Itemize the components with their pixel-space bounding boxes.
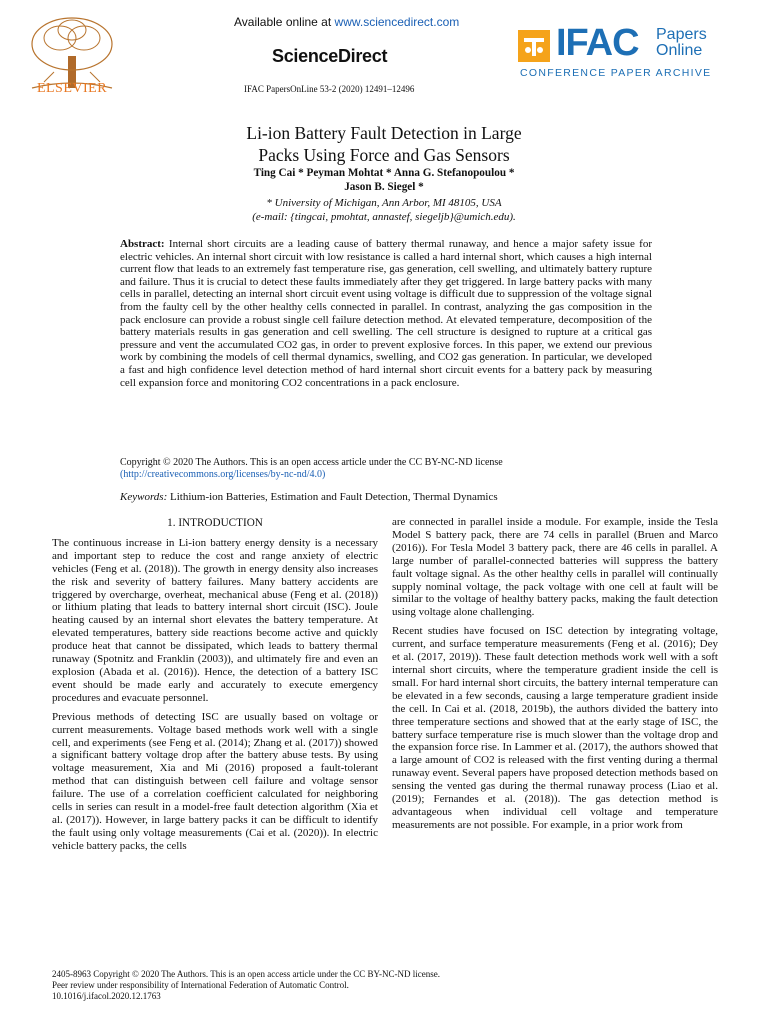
papers-online-label [656, 27, 707, 59]
page-footer [52, 969, 732, 1002]
affiliation-email: (e-mail: {tingcai, pmohtat, annastef, siegeljb}@umich.edu). [252, 211, 516, 223]
license-link[interactable]: (http://creativecommons.org/licenses/by-nc-nd/4.0) [120, 469, 326, 480]
paper-title [0, 122, 768, 166]
ifac-logo-icon [518, 30, 550, 62]
footer-doi: 10.1016/j.ifacol.2020.12.1763 [52, 991, 161, 1001]
abstract-label: Abstract: [120, 238, 165, 250]
authors-line-1: Ting Cai * Peyman Mohtat * Anna G. Stefanopoulou * [253, 167, 515, 179]
abstract [120, 238, 652, 389]
body-left-column [52, 517, 378, 859]
sciencedirect-wordmark: ScienceDirect [272, 46, 388, 66]
paragraph: The continuous increase in Li-ion battery energy density is a necessary and important step to reduce the cost and range anxiety of electric vehicles (Feng et al. (2018)). The growth in energy density also increases the risk and severity of battery failures. Many battery accidents are triggered by overcharge, overheat, mechanical abuse (Feng et al. (2018)) or lithium plating that leads to battery internal short circuit (ISC). Joule heating caused by an internal short elevates the battery temperature. At elevated temperatures, battery side reactions become active and quickly produce heat that cannot be dissipated, which leads to battery thermal runaway (Spotnitz and Franklin (2003)), and ultimately fire and even an explosion (Abada et al. (2016)). Hence, the detection of a battery ISC event should be made early and accurately to execute emergency procedures and evacuate personnel. [52, 536, 378, 704]
papers-word: Papers [656, 26, 707, 43]
paragraph: Previous methods of detecting ISC are usually based on voltage or current measurements. Voltage based methods work well with a single cell, and experiments (see Feng et al. (2014); Zhang et al. (2017)) showed a significant battery voltage drop after the battery abuse tests. By using voltage measurement, Xia and Mi (2016) proposed a fault-tolerant method that can distinguish between cell failure and voltage sensor failure. The use of a correlation coefficient calculated for neighboring cells in series can result in a model-free fault detection algorithm (Xia et al. (2017)). However, in large battery packs it can be difficult to identify the fault using only voltage measurements (Cai et al. (2020)). In electric vehicle battery packs, the cells [52, 710, 378, 852]
footer-peer-review-line: Peer review under responsibility of International Federation of Automatic Control. [52, 980, 349, 990]
paragraph: are connected in parallel inside a module. For example, inside the Tesla Model S battery pack, there are 74 cells in parallel (Bruen and Marco (2016)). For Tesla Model 3 battery pack, there are 46 cells in parallel. A large number of parallel-connected batteries will suppress the battery fault voltage signal. As the other healthy cells in parallel will continually supply nominal voltage, the pack voltage with one cell at fault will be similar to the voltage of healthy battery packs, making the fault detection using voltage alone challenging. [392, 516, 718, 619]
author-list [0, 166, 768, 194]
keywords [120, 491, 652, 503]
paragraph: Recent studies have focused on ISC detection by integrating voltage, current, and surface temperature measurements (Feng et al. (2016); Dey et al. (2017, 2019)). These fault detection methods work well with a soft internal short circuits, where the temperature gradient inside the cell is small. For hard internal short circuits, the battery internal temperature can be elevated in a few seconds, causing a large temperature gradient inside the cell. In Cai et al. (2018, 2019b), the authors divided the battery into three temperature sections and showed that at the early stage of ISC, the battery surface temperature rise is much slower than the voltage drop and the expansion force rise. In Lammer et al. (2017), the authors showed that a large amount of CO2 is released with the first venting during a thermal runaway event. Several papers have proposed detection methods based on sensing the vented gas during the thermal runaway process (Liao et al. (2019); Fernandes et al. (2018)). The gas detection method is advantageous when individual cell voltage and temperature measurements are not possible. For example, in a prior work from [392, 625, 718, 831]
body-right-column [392, 516, 718, 838]
affiliation-line-1: * University of Michigan, Ann Arbor, MI 48105, USA [266, 197, 502, 209]
keywords-text: Lithium-ion Batteries, Estimation and Fault Detection, Thermal Dynamics [170, 491, 498, 503]
copyright-notice [120, 457, 652, 481]
copyright-line: Copyright © 2020 The Authors. This is an open access article under the CC BY-NC-ND license [120, 457, 503, 468]
available-online-line [234, 15, 459, 29]
title-line-2: Packs Using Force and Gas Sensors [258, 145, 510, 165]
journal-reference: IFAC PapersOnLine 53-2 (2020) 12491–12496 [244, 84, 415, 94]
elsevier-wordmark: ELSEVIER [36, 81, 108, 96]
online-word: Online [656, 42, 703, 59]
available-prefix: Available online at [234, 15, 335, 29]
affiliation [0, 196, 768, 224]
title-line-1: Li-ion Battery Fault Detection in Large [246, 123, 522, 143]
conference-paper-archive: CONFERENCE PAPER ARCHIVE [520, 67, 712, 79]
ifac-wordmark: IFAC [556, 22, 639, 64]
footer-issn-line: 2405-8963 Copyright © 2020 The Authors. This is an open access article under the CC BY-NC-ND license. [52, 969, 440, 979]
section-heading-introduction: 1. INTRODUCTION [167, 517, 263, 529]
keywords-label: Keywords: [120, 491, 168, 503]
authors-line-2: Jason B. Siegel * [344, 181, 424, 193]
sciencedirect-link[interactable]: www.sciencedirect.com [334, 15, 460, 29]
abstract-text: Internal short circuits are a leading cause of battery thermal runaway, and hence a major safety issue for electric vehicles. An internal short circuit with low resistance is called a hard internal short, which causes a high internal current flow that leads to an extremely fast temperature rise, gas generation, cell swelling, and ultimately battery rupture and failure. Thus it is crucial to detect these faults immediately after they get triggered. In large battery packs with many cells in parallel, detecting an internal short circuit event using voltage is difficult due to suppression of the voltage signal from the faulty cell by the other healthy cells connected in parallel. In contrast, analyzing the gas composition in the pack enclosure can provide a robust single cell failure detection method. At elevated temperature, decomposition of the battery materials results in gas generation and cell swelling. The cell structure is designed to rupture at a critical gas pressure and vent the accumulated CO2 gas, in order to prevent explosive forces. In this paper, we extend our previous work by combining the models of cell thermal dynamics, swelling, and CO2 gas generation. In particular, we developed a fast and high confidence level detection method of hard internal short circuit events for a battery pack by measuring cell expansion force and monitoring CO2 concentrations in a pack enclosure. [120, 238, 652, 389]
